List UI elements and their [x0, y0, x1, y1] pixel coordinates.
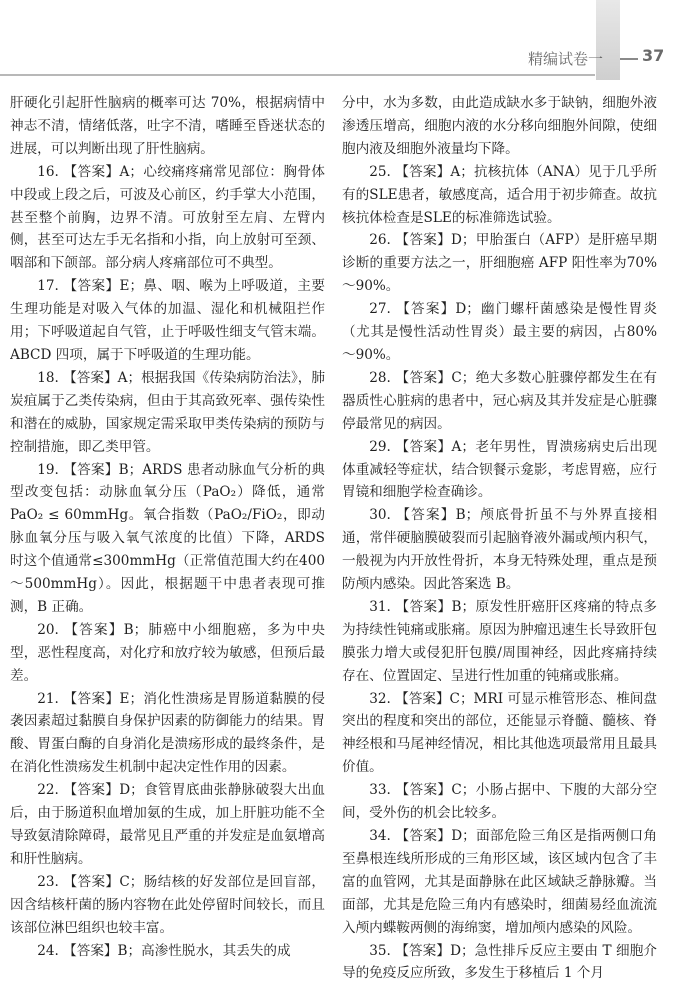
- answer-26: 26. 【答案】D；甲胎蛋白（AFP）是肝癌早期诊断的重要方法之一，肝细胞癌 AFP 阳性率为70%～90%。: [342, 232, 657, 295]
- header-title: 精编试卷一: [528, 50, 604, 68]
- answer-33: 33. 【答案】C；小肠占据中、下腹的大部分空间，受外伤的机会比较多。: [342, 782, 657, 822]
- answer-32: 32. 【答案】C；MRI 可显示椎管形态、椎间盘突出的程度和突出的部位，还能显示脊髓、髓核、脊神经根和马尾神经情况，相比其他选项最常用且最具价值。: [342, 690, 657, 776]
- answer-27: 27. 【答案】D；幽门螺杆菌感染是慢性胃炎（尤其是慢性活动性胃炎）最主要的病因，占80%～90%。: [342, 301, 657, 363]
- answer-23: 23. 【答案】C；肠结核的好发部位是回盲部，因含结核杆菌的肠内容物在此处停留时间较长，而且该部位淋巴组织也较丰富。: [10, 873, 325, 936]
- page-number: 37: [642, 46, 665, 65]
- answer-16: 16. 【答案】A；心绞痛疼痛常见部位：胸骨体中段或上段之后，可波及心前区，约手掌大小范围，甚至整个前胸，边界不清。可放射至左肩、左臂内侧，甚至可达左手无名指和小指，向上放射可至颈、咽部和下颌部。部分病人疼痛部位可不典型。: [10, 163, 325, 272]
- left-column: [10, 92, 325, 994]
- answer-31: 31. 【答案】B；原发性肝癌肝区疼痛的特点多为持续性钝痛或胀痛。原因为肿瘤迅速生长导致肝包膜张力增大或侵犯肝包膜/周围神经，因此疼痛持续存在、位置固定、呈进行性加重的钝痛或胀痛。: [342, 598, 657, 684]
- answer-22: 22. 【答案】D；食管胃底曲张静脉破裂大出血后，由于肠道积血增加氨的生成，加上肝脏功能不全导致氨清除障碍，最常见且严重的并发症是血氨增高和肝性脑病。: [10, 782, 325, 867]
- answer-19: 19. 【答案】B；ARDS 患者动脉血气分析的典型改变包括：动脉血氧分压（PaO₂）降低，通常 PaO₂ ≤ 60mmHg。氧合指数（PaO₂/FiO₂，即动脉血氧分压与吸入氧气浓度的比值）下降，ARDS 时这个值通常≤300mmHg（正常值范围大约在400～500mmHg）。因此，根据题干中患者表现可推测，B 正确。: [10, 461, 325, 615]
- answer-30: 30. 【答案】B；颅底骨折虽不与外界直接相通，常伴硬脑膜破裂而引起脑脊液外漏或颅内积气，一般视为内开放性骨折，本身无特殊处理，重点是预防颅内感染。因此答案选 B。: [342, 507, 657, 593]
- header-dash: [620, 58, 638, 60]
- paragraph-continued: 肝硬化引起肝性脑病的概率可达 70%，根据病情中神志不清，情绪低落，吐字不清，嗜睡至昏迷状态的进展，可以判断出现了肝性脑病。: [10, 95, 325, 157]
- answer-34: 34. 【答案】D；面部危险三角区是指两侧口角至鼻根连线所形成的三角形区域，该区域内包含了丰富的血管网，尤其是面静脉在此区域缺乏静脉瓣。当面部，尤其是危险三角内有感染时，细菌易经血流流入颅内蝶鞍两侧的海绵窦，增加颅内感染的风险。: [342, 828, 657, 936]
- answer-28: 28. 【答案】C；绝大多数心脏骤停都发生在有器质性心脏病的患者中，冠心病及其并发症是心脏骤停最常见的病因。: [342, 369, 657, 432]
- answer-17: 17. 【答案】E；鼻、咽、喉为上呼吸道，主要生理功能是对吸入气体的加温、湿化和机械阻拦作用；下呼吸道起自气管，止于呼吸性细支气管末端。ABCD 四项，属于下呼吸道的生理功能。: [10, 278, 325, 363]
- answer-29: 29. 【答案】A；老年男性，胃溃疡病史后出现体重减轻等症状，结合钡餐示龛影，考虑胃癌，应行胃镜和细胞学检查确诊。: [342, 438, 657, 501]
- header-rule: [0, 74, 595, 76]
- answer-25: 25. 【答案】A；抗核抗体（ANA）见于几乎所有的SLE患者，敏感度高，适合用于初步筛查。故抗核抗体检查是SLE的标准筛选试验。: [342, 163, 657, 226]
- answer-24: 24. 【答案】B；高渗性脱水，其丢失的成: [37, 942, 291, 959]
- answer-35: 35. 【答案】D；急性排斥反应主要由 T 细胞介导的免疫反应所致，多发生于移植后 1 个月: [342, 942, 657, 982]
- right-column: [342, 92, 657, 994]
- page-header: [0, 0, 683, 80]
- paragraph-continued: 分中，水为多数，由此造成缺水多于缺钠，细胞外液渗透压增高，细胞内液的水分移向细胞外间隙，使细胞内液及细胞外液量均下降。: [342, 95, 657, 157]
- answer-20: 20. 【答案】B；肺癌中小细胞癌，多为中央型，恶性程度高，对化疗和放疗较为敏感，但预后最差。: [10, 621, 325, 684]
- answer-21: 21. 【答案】E；消化性溃疡是胃肠道黏膜的侵袭因素超过黏膜自身保护因素的防御能力的结果。胃酸、胃蛋白酶的自身消化是溃疡形成的最终条件，是在消化性溃疡发生机制中起决定性作用的因素。: [10, 690, 325, 776]
- answer-18: 18. 【答案】A；根据我国《传染病防治法》，肺炭疽属于乙类传染病，但由于其高致死率、强传染性和潜在的威胁，国家规定需采取甲类传染病的预防与控制措施，即乙类甲管。: [10, 369, 325, 455]
